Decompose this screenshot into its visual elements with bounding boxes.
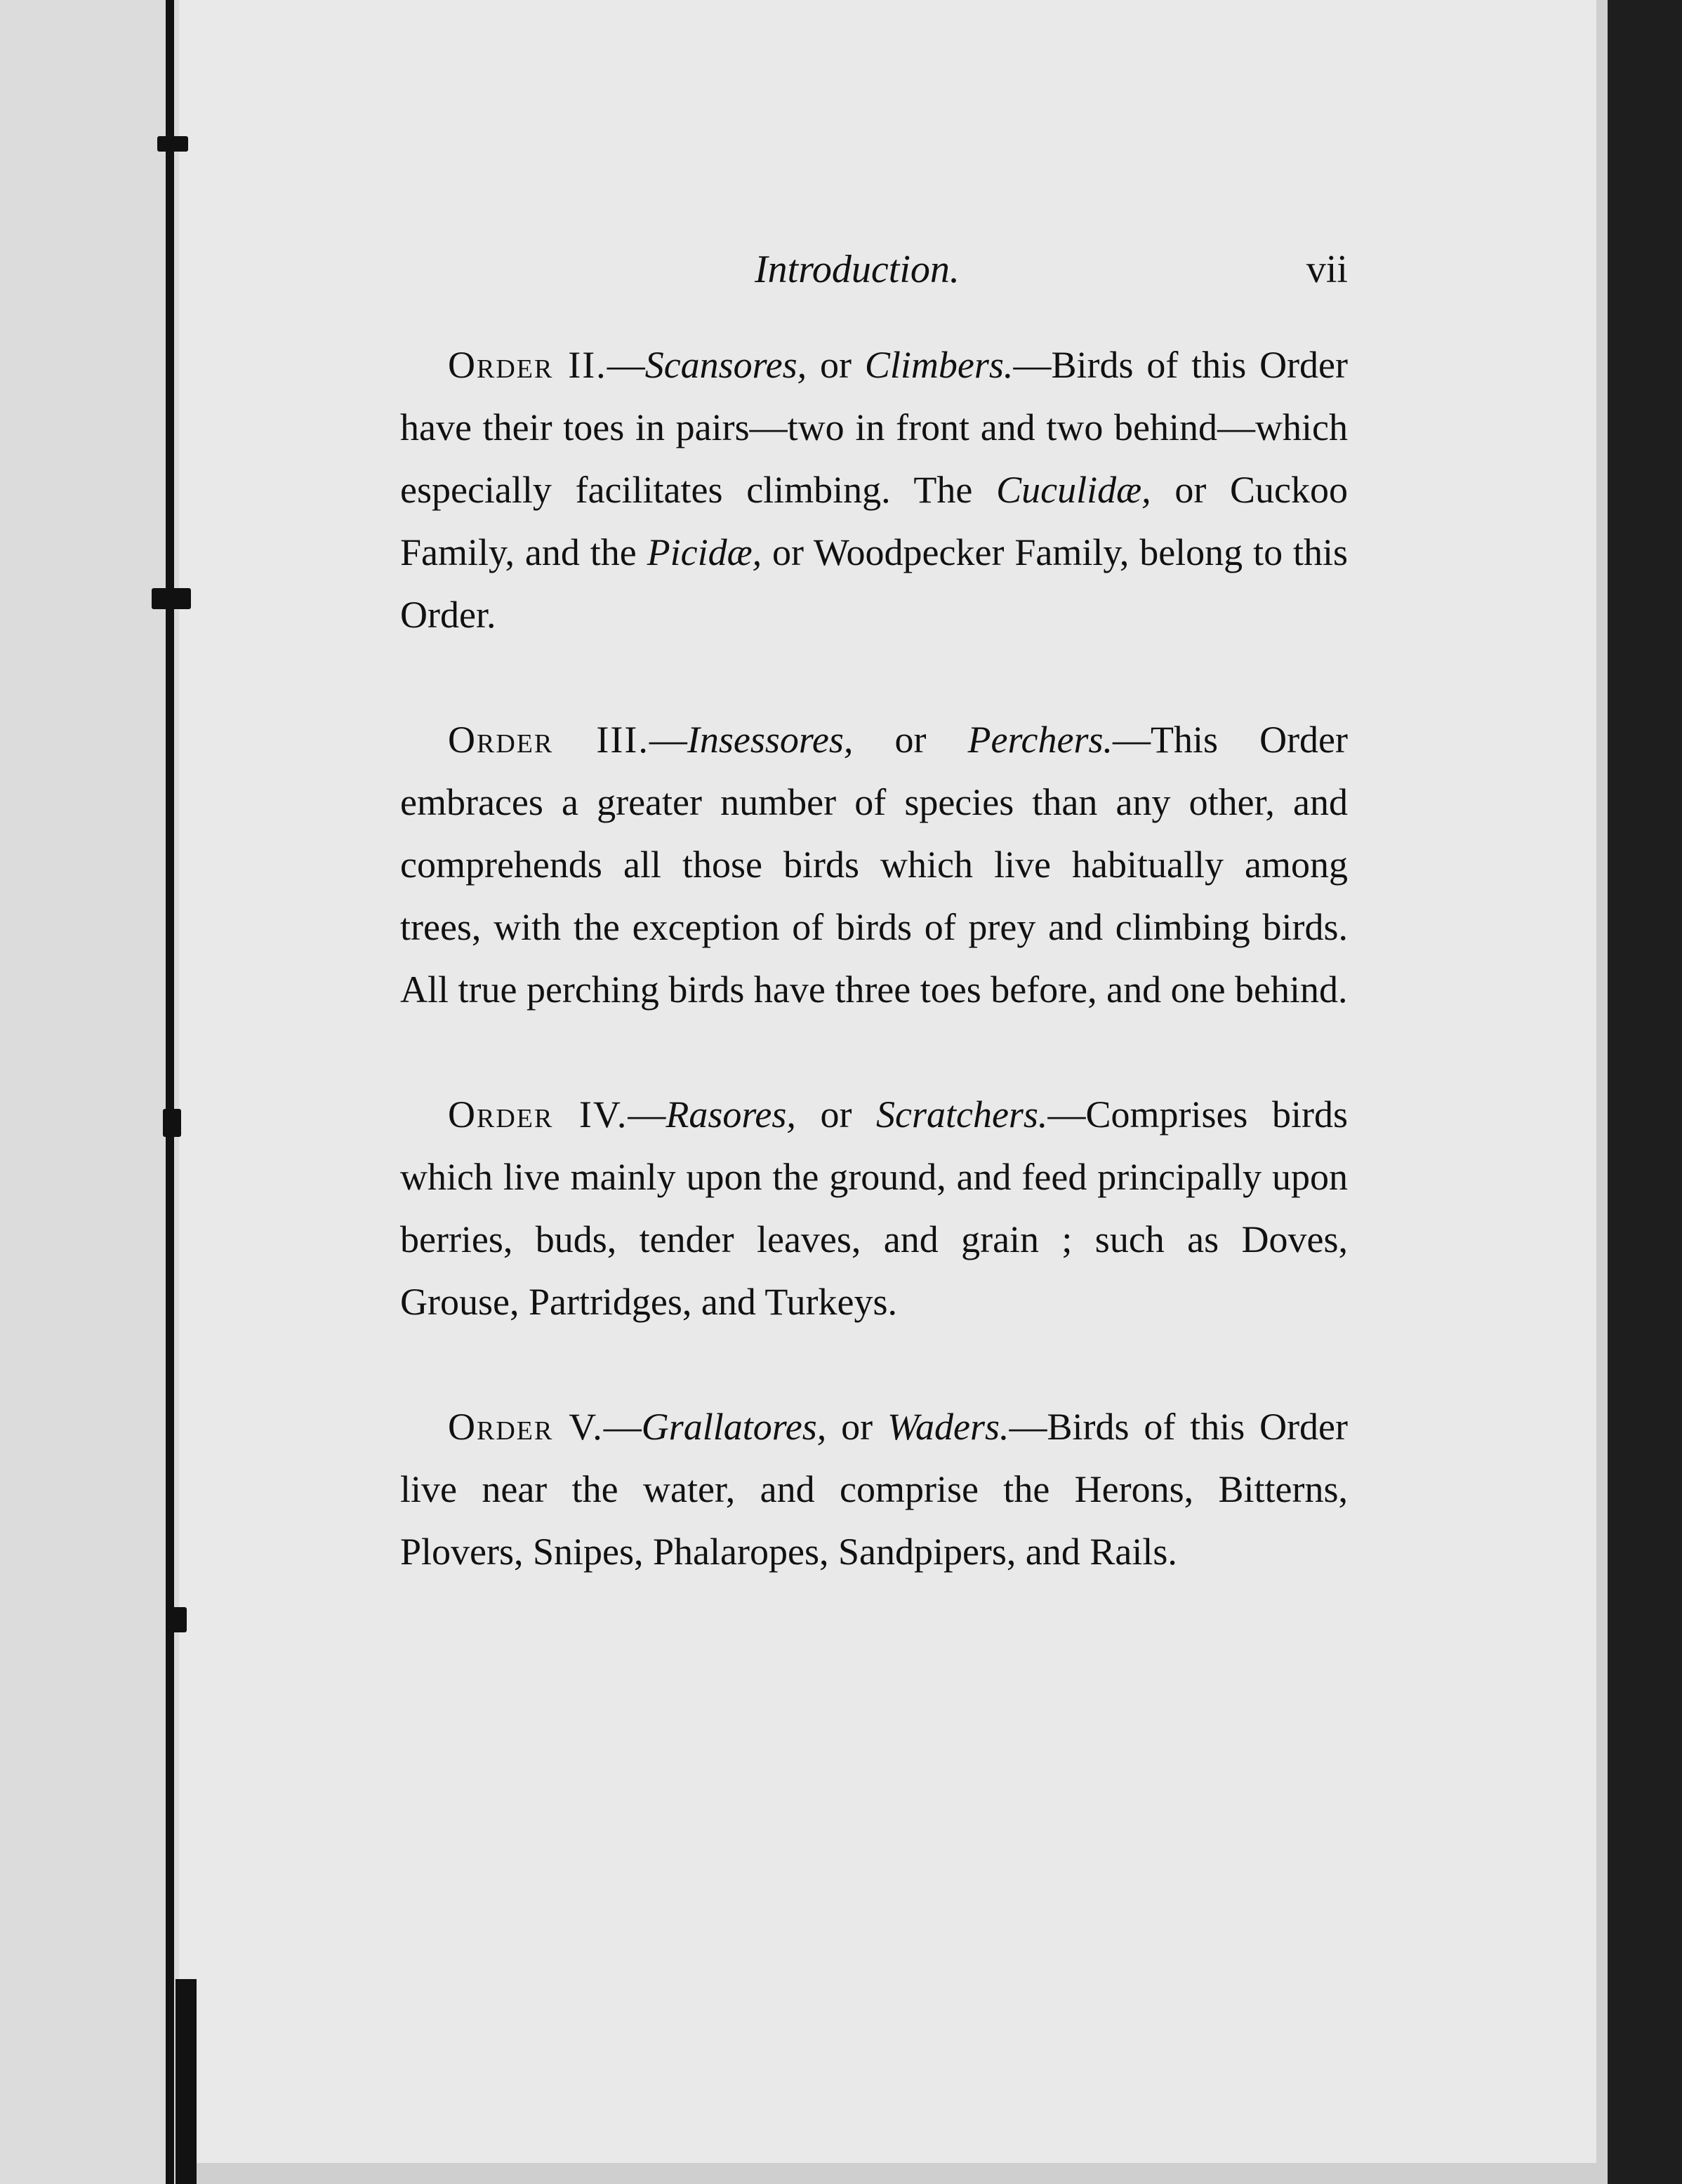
page-number: vii <box>1306 248 1348 291</box>
binding-tab <box>163 1109 181 1137</box>
paragraph-text: or Woodpecker Family, belong to this Order. <box>400 531 1348 636</box>
latin-order-name: Grallatores, <box>641 1406 827 1448</box>
latin-order-name: Scansores, <box>644 344 807 386</box>
family-name: Picidæ, <box>647 531 762 573</box>
paragraph-order-iii <box>400 709 1348 1021</box>
em-dash: — <box>649 719 687 761</box>
em-dash: — <box>1047 1093 1086 1136</box>
joiner-text: or <box>807 344 865 386</box>
em-dash: — <box>628 1093 666 1136</box>
order-label: Order V. <box>448 1406 604 1448</box>
binding-edge <box>166 0 174 2184</box>
em-dash: — <box>1013 344 1052 386</box>
english-order-name: Perchers. <box>967 719 1113 761</box>
paragraph-order-v <box>400 1396 1348 1583</box>
dark-margin-right <box>1608 0 1682 2184</box>
english-order-name: Climbers. <box>864 344 1014 386</box>
page-gutter <box>0 0 179 2184</box>
latin-order-name: Insessores, <box>687 719 854 761</box>
paragraph-text: Comprises birds which live mainly upon the ground, and feed principally upon berries, buds, tender leaves, and grain ; such as Doves, Grouse, Partridges, and Turkeys. <box>400 1093 1348 1323</box>
joiner-text: or <box>853 719 968 761</box>
binding-edge-lower <box>176 1979 197 2184</box>
joiner-text: or <box>795 1093 876 1136</box>
paragraph-text: Birds of this Order have their toes in pairs—two in front and two behind—which especially facilitates climbing. The <box>400 344 1349 511</box>
english-order-name: Waders. <box>887 1406 1009 1448</box>
em-dash: — <box>1112 719 1151 761</box>
family-name: Cuculidæ, <box>996 469 1151 511</box>
latin-order-name: Rasores, <box>665 1093 796 1136</box>
paragraph-text: This Order embraces a greater number of species than any other, and comprehends all those birds which live habitually among trees, with the exception of birds of prey and climbing birds. All true perching birds have three toes before, and one behind. <box>400 719 1349 1011</box>
body-text <box>400 334 1348 1583</box>
em-dash: — <box>603 1406 642 1448</box>
em-dash: — <box>1009 1406 1047 1448</box>
binding-tab <box>152 588 191 609</box>
english-order-name: Scratchers. <box>875 1093 1048 1136</box>
order-label: Order IV. <box>448 1093 628 1136</box>
paragraph-text: Birds of this Order live near the water, and comprise the Herons, Bitterns, Plovers, Snipes, Phalaropes, Sandpipers, and Rails. <box>400 1406 1349 1573</box>
paragraph-order-ii <box>400 334 1348 646</box>
order-label: Order III. <box>448 719 649 761</box>
running-header <box>400 247 1348 303</box>
joiner-text: or <box>826 1406 887 1448</box>
paragraph-text: or Cuckoo Family, and the <box>400 469 1349 573</box>
running-title: Introduction. <box>755 248 960 291</box>
binding-tab <box>157 136 188 152</box>
paragraph-order-iv <box>400 1084 1348 1333</box>
em-dash: — <box>607 344 645 386</box>
binding-tab <box>166 1607 187 1632</box>
page-edge-bottom <box>197 2163 1608 2184</box>
order-label: Order II. <box>448 344 607 386</box>
